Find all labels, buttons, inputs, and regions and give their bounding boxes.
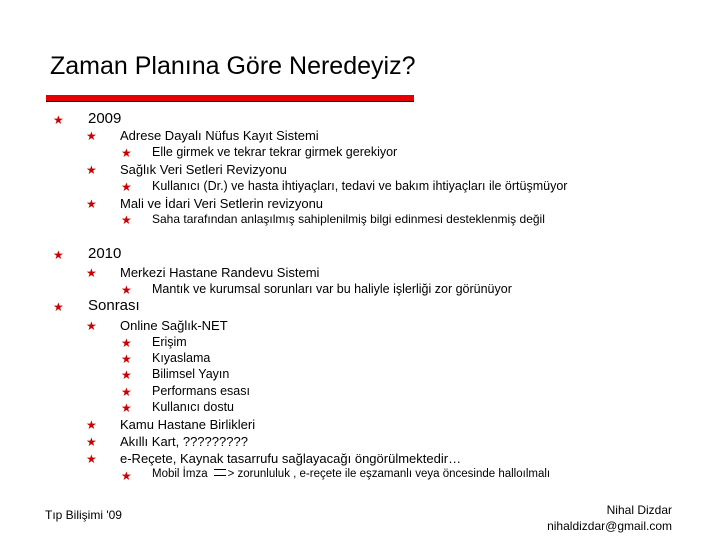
star-bullet-icon: ★ [86,197,97,211]
star-bullet-icon: ★ [86,266,97,280]
bullet-akilli: Akıllı Kart, ????????? [120,434,248,449]
double-arrow-icon [214,469,226,476]
author-email: nihaldizdar@gmail.com [547,519,672,533]
author-name: Nihal Dizdar [606,503,672,517]
bullet-saglik: Sağlık Veri Setleri Revizyonu [120,162,287,177]
star-bullet-icon: ★ [86,452,97,466]
bullet-adres-sub: Elle girmek ve tekrar tekrar girmek gerekiyor [152,145,398,159]
bullet-online-item: Bilimsel Yayın [152,367,230,381]
star-bullet-icon: ★ [121,336,132,350]
star-bullet-icon: ★ [86,418,97,432]
star-bullet-icon: ★ [53,113,64,127]
title-underline-thin [46,101,414,102]
bullet-mobil [152,468,550,480]
star-bullet-icon: ★ [121,180,132,194]
bullet-erecete: e-Reçete, Kaynak tasarrufu sağlayacağı öngörülmektedir… [120,451,462,466]
bullet-merkezi-sub: Mantık ve kurumsal sorunları var bu haliyle işlerliği zor görünüyor [152,282,512,296]
bullet-2009: 2009 [88,110,122,127]
star-bullet-icon: ★ [121,469,132,483]
star-bullet-icon: ★ [121,283,132,297]
star-bullet-icon: ★ [86,319,97,333]
star-bullet-icon: ★ [86,435,97,449]
star-bullet-icon: ★ [121,213,132,227]
footer-author [547,502,672,534]
bullet-merkezi: Merkezi Hastane Randevu Sistemi [120,265,320,280]
star-bullet-icon: ★ [121,146,132,160]
bullet-mali-sub: Saha tarafından anlaşılmış sahiplenilmiş bilgi edinmesi desteklenmiş değil [152,212,545,226]
bullet-online-item: Erişim [152,335,187,349]
mobil-imza-label: Mobil İmza [152,468,208,480]
star-bullet-icon: ★ [121,401,132,415]
slide-title: Zaman Planına Göre Neredeyiz? [50,52,416,80]
bullet-online: Online Sağlık-NET [120,318,228,333]
bullet-mali: Mali ve İdari Veri Setlerin revizyonu [120,196,324,211]
bullet-2010: 2010 [88,245,122,262]
bullet-adres: Adrese Dayalı Nüfus Kayıt Sistemi [120,128,319,143]
star-bullet-icon: ★ [121,352,132,366]
star-bullet-icon: ★ [121,368,132,382]
star-bullet-icon: ★ [86,129,97,143]
star-bullet-icon: ★ [86,163,97,177]
bullet-online-item: Performans esası [152,384,250,398]
mobil-imza-text: > zorunluluk , e-reçete ile eşzamanlı veya öncesinde halloılmalı [227,468,551,480]
bullet-saglik-sub: Kullanıcı (Dr.) ve hasta ihtiyaçları, tedavi ve bakım ihtiyaçları ile örtüşmüyor [152,179,568,193]
star-bullet-icon: ★ [53,300,64,314]
bullet-online-item: Kullanıcı dostu [152,400,234,414]
bullet-sonrasi: Sonrası [88,297,140,314]
star-bullet-icon: ★ [121,385,132,399]
bullet-online-item: Kıyaslama [152,351,211,365]
star-bullet-icon: ★ [53,248,64,262]
bullet-kamu: Kamu Hastane Birlikleri [120,417,256,432]
footer-event: Tıp Bilişimi '09 [45,508,122,522]
